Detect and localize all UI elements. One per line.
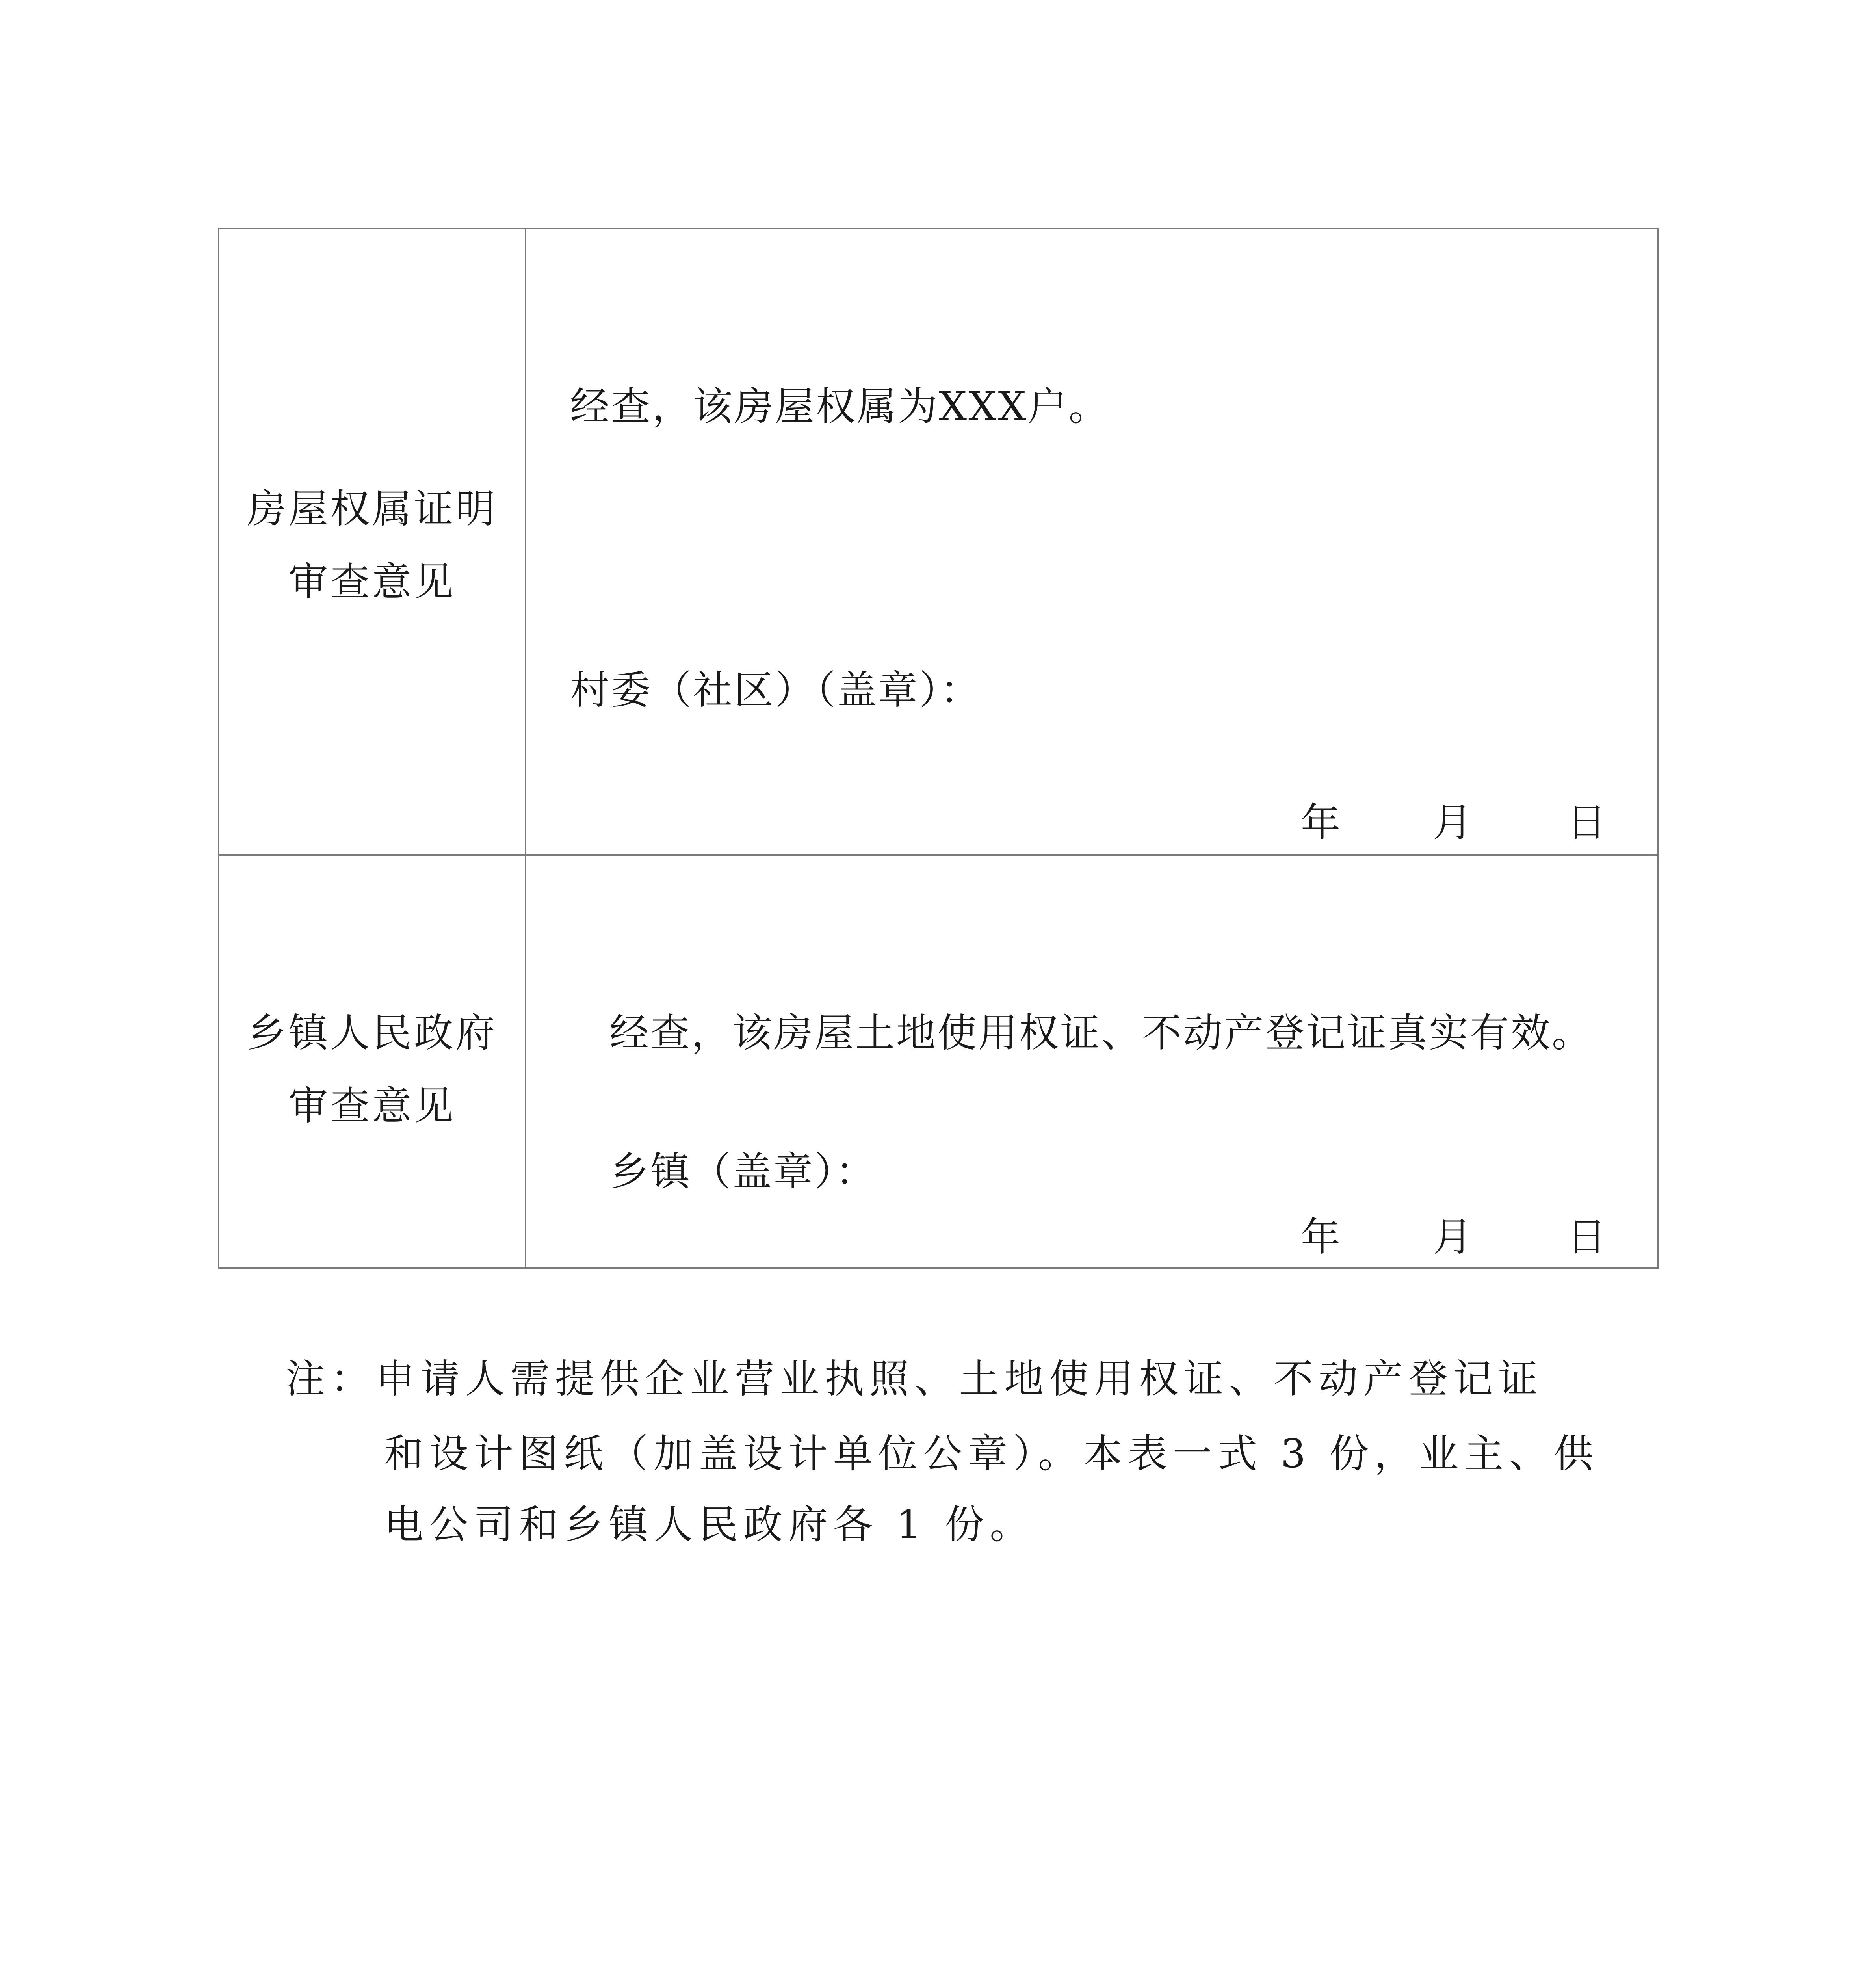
row1-date-year: 年 — [1301, 799, 1340, 846]
row2-content: 经查，该房屋土地使用权证、不动产登记证真实有效。 — [609, 1010, 1593, 1056]
row2-seal-text: 乡镇（盖章）： — [609, 1149, 877, 1195]
row2-date-year: 年 — [1301, 1214, 1340, 1260]
row1-label-line2: 审查意见 — [288, 559, 456, 605]
row1-content: 经查，该房屋权属为XXX户。 — [570, 383, 1110, 429]
row-divider — [219, 854, 1657, 856]
review-opinion-table — [218, 228, 1659, 1269]
row2-label-line1: 乡镇人民政府 — [247, 1010, 498, 1056]
row1-date-day: 日 — [1567, 799, 1606, 846]
row1-label-line1: 房屋权属证明 — [247, 486, 498, 532]
column-divider — [525, 229, 526, 1267]
note-line2: 和设计图纸（加盖设计单位公章）。本表一式 3 份，业主、供 — [384, 1431, 1599, 1477]
row2-date-day: 日 — [1567, 1214, 1606, 1260]
row1-date-month: 月 — [1433, 799, 1472, 846]
row2-date-month: 月 — [1433, 1214, 1472, 1260]
row1-seal-text: 村委（社区）（盖章）： — [570, 667, 981, 713]
row2-label-line2: 审查意见 — [288, 1083, 456, 1129]
note-line3: 电公司和乡镇人民政府各 1 份。 — [384, 1502, 1035, 1548]
note-line1: 注：申请人需提供企业营业执照、土地使用权证、不动产登记证 — [286, 1356, 1543, 1402]
